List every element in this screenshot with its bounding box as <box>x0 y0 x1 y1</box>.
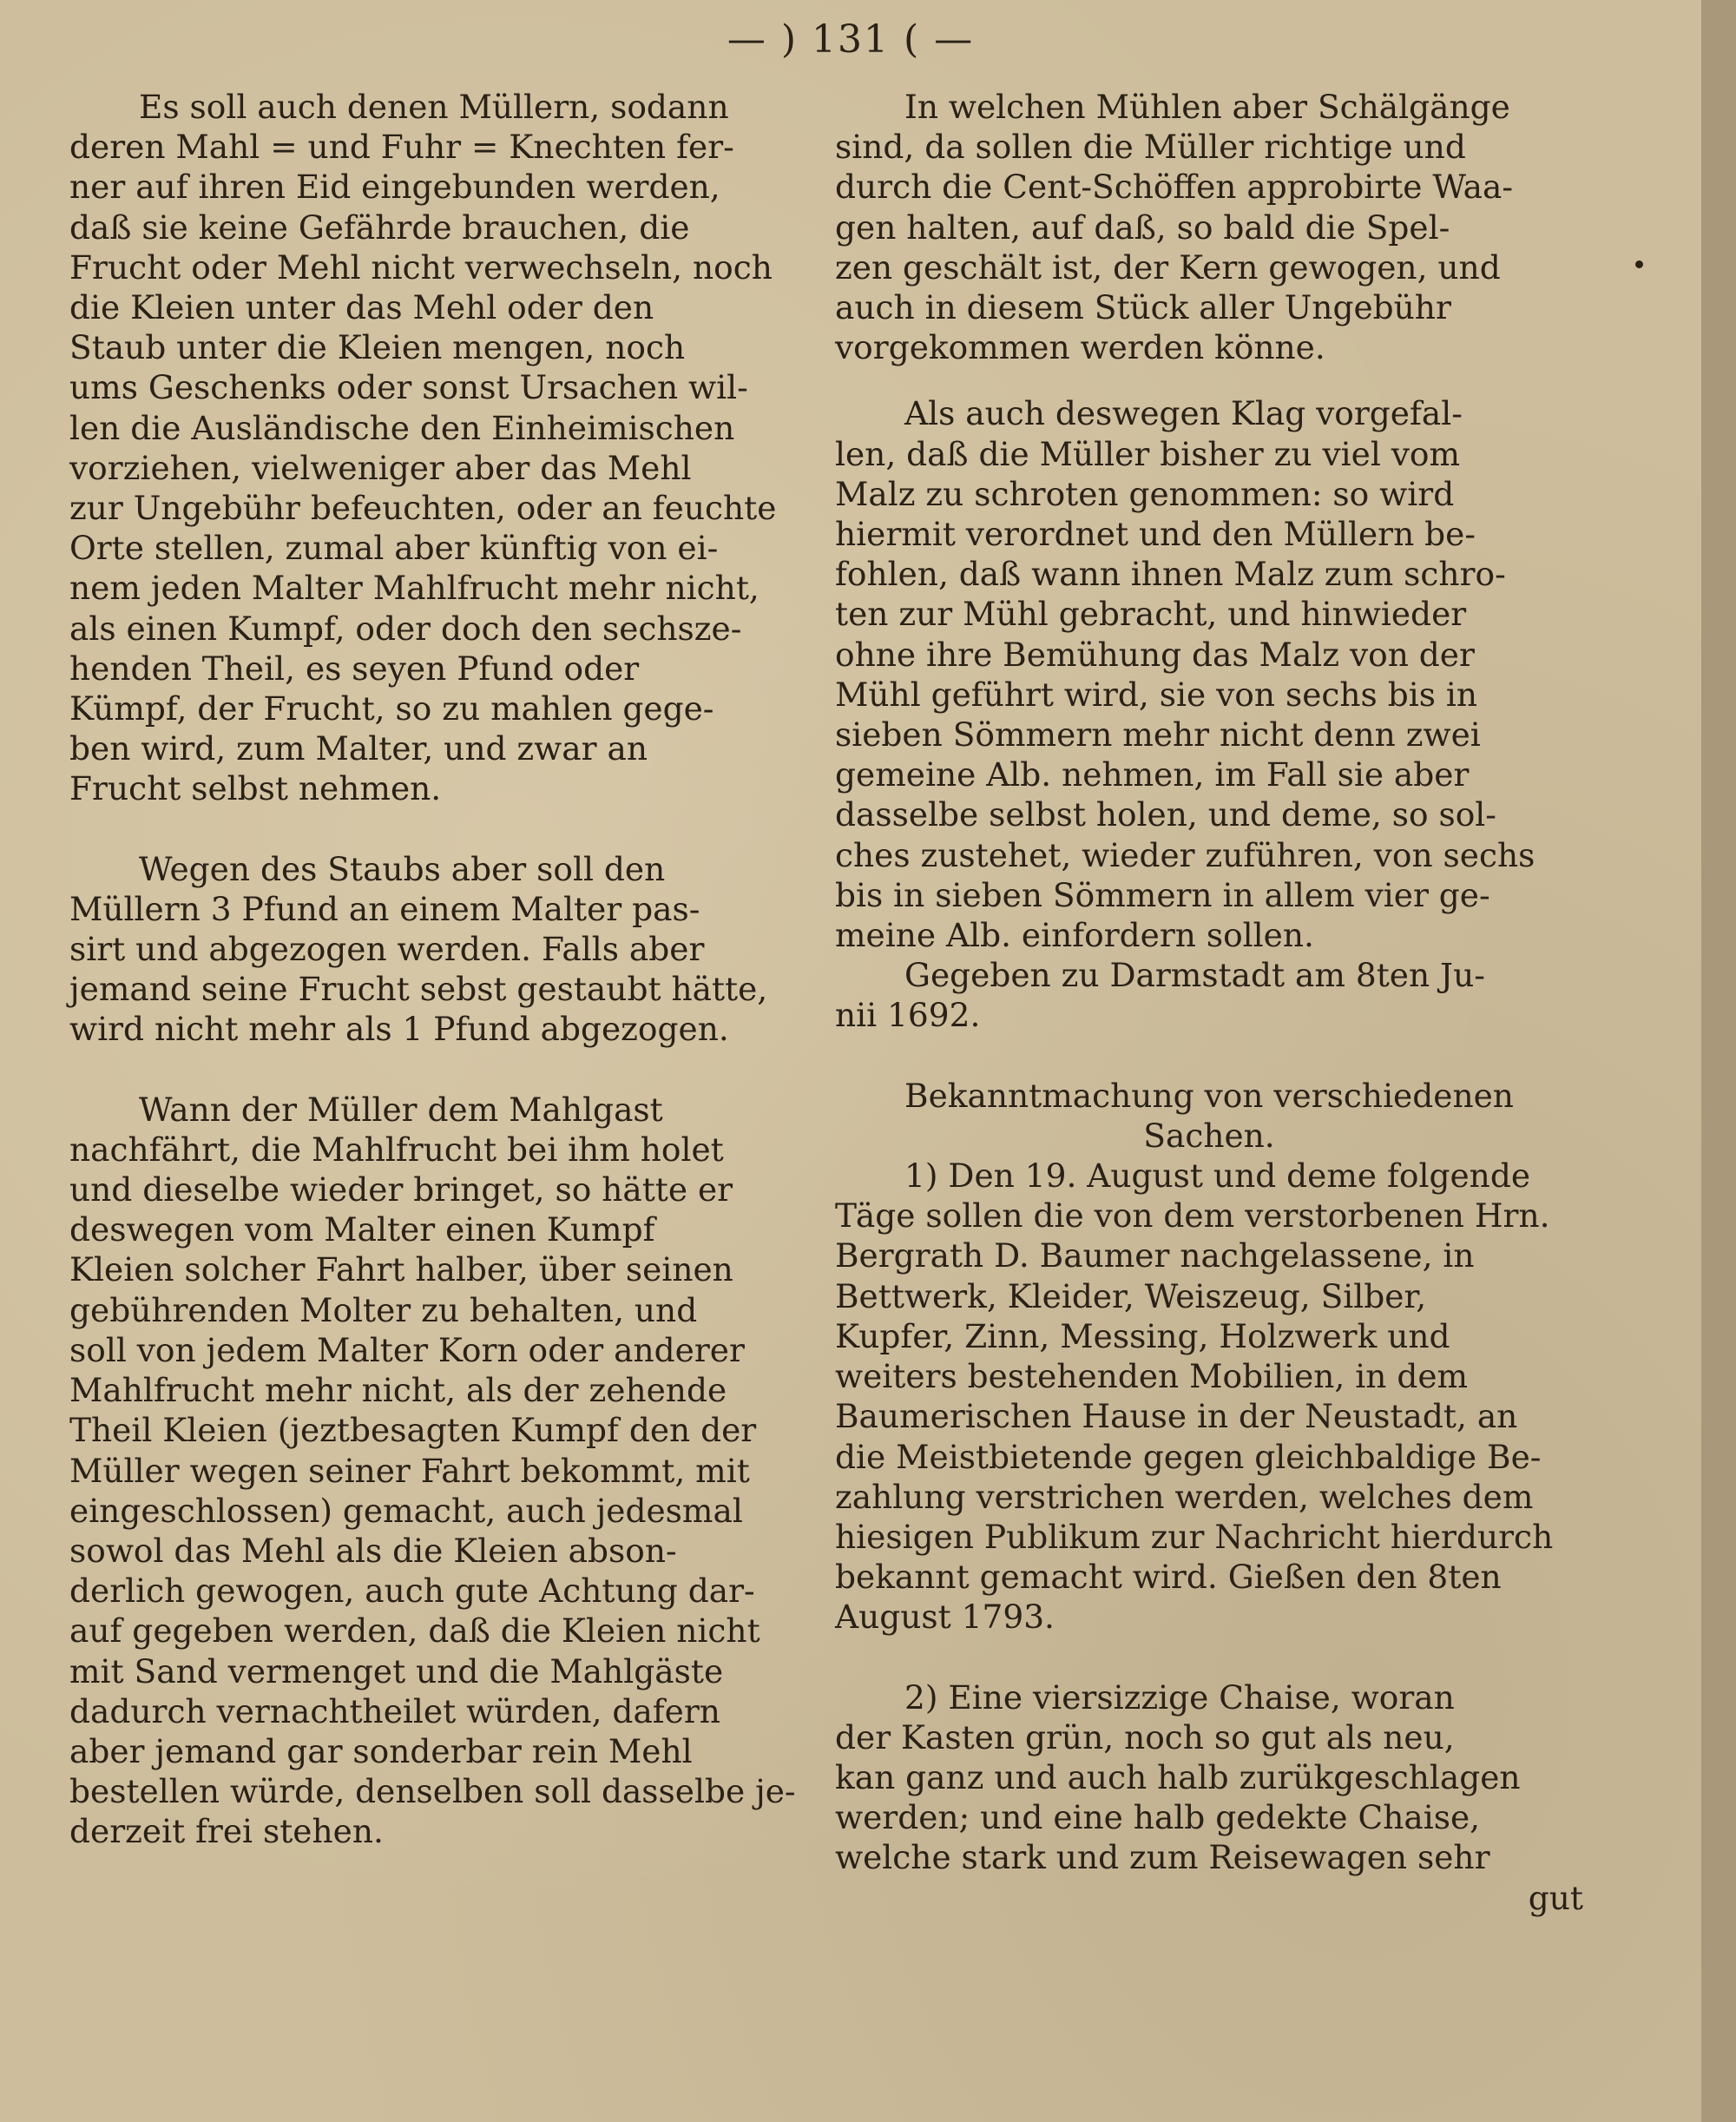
text-line: durch die Cent-Schöffen approbirte Waa- <box>835 168 1514 207</box>
text-line: fohlen, daß wann ihnen Malz zum schro- <box>835 555 1506 594</box>
text-line: dadurch vernachtheilet würden, dafern <box>69 1691 720 1730</box>
text-line: ohne ihre Bemühung das Malz von der <box>835 635 1475 674</box>
text-line: als einen Kumpf, oder doch den sechsze- <box>69 609 742 648</box>
text-line: Gegeben zu Darmstadt am 8ten Ju- <box>904 956 1485 995</box>
text-line: eingeschlossen) gemacht, auch jedesmal <box>69 1491 743 1530</box>
text-line: werden; und eine halb gedekte Chaise, <box>835 1798 1481 1837</box>
text-line: gebührenden Molter zu behalten, und <box>69 1290 698 1329</box>
text-line: Orte stellen, zumal aber künftig von ei- <box>69 529 719 568</box>
text-line: deswegen vom Malter einen Kumpf <box>69 1210 655 1249</box>
text-line: sowol das Mehl als die Kleien abson- <box>69 1531 677 1570</box>
text-line: Bettwerk, Kleider, Weiszeug, Silber, <box>835 1276 1427 1315</box>
page-edge <box>1701 0 1736 2122</box>
text-line: ner auf ihren Eid eingebunden werden, <box>69 168 720 207</box>
text-line: der Kasten grün, noch so gut als neu, <box>835 1717 1455 1756</box>
text-line: dasselbe selbst holen, und deme, so sol- <box>835 795 1496 834</box>
text-line: welche stark und zum Reisewagen sehr <box>835 1838 1490 1877</box>
text-line: vorgekommen werden könne. <box>835 328 1325 367</box>
paragraph-spacer <box>835 1036 1583 1076</box>
text-line: Mühl geführt wird, sie von sechs bis in <box>835 675 1478 714</box>
text-line: len, daß die Müller bisher zu viel vom <box>835 434 1461 473</box>
text-line: Staub unter die Kleien mengen, noch <box>69 328 686 367</box>
text-line: und dieselbe wieder bringet, so hätte er <box>69 1170 733 1209</box>
text-line: sieben Sömmern mehr nicht denn zwei <box>835 715 1481 755</box>
text-line: Malz zu schroten genommen: so wird <box>835 474 1455 513</box>
text-line: die Kleien unter das Mehl oder den <box>69 288 654 327</box>
paragraph-dust-allowance <box>69 849 809 1050</box>
text-line: Frucht selbst nehmen. <box>69 769 442 808</box>
text-line: daß sie keine Gefährde brauchen, die <box>69 208 690 247</box>
text-line: Kupfer, Zinn, Messing, Holzwerk und <box>835 1316 1450 1355</box>
ink-dot-mark <box>1635 260 1643 268</box>
text-line: Bergrath D. Baumer nachgelassene, in <box>835 1236 1475 1275</box>
text-line: Als auch deswegen Klag vorgefal- <box>904 394 1463 433</box>
text-line: Theil Kleien (jeztbesagten Kumpf den der <box>69 1411 757 1450</box>
paragraph-spacer <box>69 1050 809 1090</box>
left-column <box>69 87 809 1852</box>
paragraph-malt-grinding <box>835 393 1583 955</box>
paragraph-spacer <box>835 367 1583 393</box>
text-line: len die Ausländische den Einheimischen <box>69 408 735 447</box>
text-line: derzeit frei stehen. <box>69 1812 384 1851</box>
text-line: henden Theil, es seyen Pfund oder <box>69 649 640 688</box>
text-line: hiesigen Publikum zur Nachricht hierdurch <box>835 1517 1554 1556</box>
text-line: ten zur Mühl gebracht, und hinwieder <box>835 595 1467 634</box>
text-line: gemeine Alb. nehmen, im Fall sie aber <box>835 755 1470 794</box>
text-line: jemand seine Frucht sebst gestaubt hätte, <box>69 970 768 1009</box>
notice-item-2 <box>835 1677 1583 1918</box>
text-line: meine Alb. einfordern sollen. <box>835 916 1314 955</box>
text-line: auf gegeben werden, daß die Kleien nicht <box>69 1611 760 1651</box>
text-line: bis in sieben Sömmern in allem vier ge- <box>835 875 1490 914</box>
text-line: zahlung verstrichen werden, welches dem <box>835 1477 1534 1516</box>
text-line: ches zustehet, wieder zuführen, von sechs <box>835 835 1535 874</box>
text-line: ben wird, zum Malter, und zwar an <box>69 729 648 768</box>
text-line: nachfährt, die Mahlfrucht bei ihm holet <box>69 1130 724 1169</box>
text-line: In welchen Mühlen aber Schälgänge <box>904 88 1510 126</box>
paragraph-hulling-mills <box>835 87 1583 367</box>
text-line: bestellen würde, denselben soll dasselbe je- <box>69 1772 796 1811</box>
heading-line: Sachen. <box>1143 1116 1275 1155</box>
text-line: sirt und abgezogen werden. Falls aber <box>69 930 705 969</box>
text-line: Wegen des Staubs aber soll den <box>139 849 666 888</box>
text-line: hiermit verordnet und den Müllern be- <box>835 515 1476 554</box>
text-line: zen geschält ist, der Kern gewogen, und <box>835 247 1501 287</box>
text-line: Täge sollen die von dem verstorbenen Hrn. <box>835 1196 1550 1236</box>
text-line: nii 1692. <box>835 996 981 1035</box>
text-line: Kümpf, der Frucht, so zu mahlen gege- <box>69 689 714 728</box>
text-line: weiters bestehenden Mobilien, in dem <box>835 1357 1469 1396</box>
text-line: deren Mahl = und Fuhr = Knechten fer- <box>69 128 734 167</box>
text-line: 2) Eine viersizzige Chaise, woran <box>904 1677 1455 1717</box>
paragraph-given-at-darmstadt <box>835 955 1583 1035</box>
text-line: sind, da sollen die Müller richtige und <box>835 128 1466 167</box>
text-line: Frucht oder Mehl nicht verwechseln, noch <box>69 247 773 287</box>
paragraph-spacer <box>835 1638 1583 1677</box>
text-line: gen halten, auf daß, so bald die Spel- <box>835 208 1450 247</box>
text-line: Es soll auch denen Müllern, sodann <box>139 88 729 126</box>
section-heading <box>835 1076 1583 1156</box>
text-line: nem jeden Malter Mahlfrucht mehr nicht, <box>69 569 760 608</box>
text-line: Baumerischen Hause in der Neustadt, an <box>835 1397 1518 1436</box>
text-line: bekannt gemacht wird. Gießen den 8ten <box>835 1558 1502 1597</box>
text-line: wird nicht mehr als 1 Pfund abgezogen. <box>69 1010 729 1049</box>
text-line: kan ganz und auch halb zurükgeschlagen <box>835 1757 1521 1796</box>
text-line: mit Sand vermenget und die Mahlgäste <box>69 1651 724 1690</box>
paragraph-spacer <box>69 809 809 849</box>
text-line: soll von jedem Malter Korn oder anderer <box>69 1330 745 1369</box>
text-line: Mahlfrucht mehr nicht, als der zehende <box>69 1371 727 1410</box>
page-number: — ) 131 ( — <box>727 17 975 62</box>
text-line: vorziehen, vielweniger aber das Mehl <box>69 448 692 487</box>
text-line: zur Ungebühr befeuchten, oder an feuchte <box>69 489 777 528</box>
text-line: Müller wegen seiner Fahrt bekommt, mit <box>69 1451 750 1490</box>
text-line: 1) Den 19. August und deme folgende <box>904 1157 1531 1196</box>
text-line: auch in diesem Stück aller Ungebühr <box>835 288 1451 327</box>
notice-item-1 <box>835 1156 1583 1637</box>
text-line: die Meistbietende gegen gleichbaldige Be- <box>835 1437 1542 1476</box>
paragraph-millers-oath <box>69 87 809 809</box>
right-column <box>835 87 1583 1918</box>
text-line: August 1793. <box>835 1598 1055 1637</box>
text-line: Müllern 3 Pfund an einem Malter pas- <box>69 889 700 928</box>
text-line: Kleien solcher Fahrt halber, über seinen <box>69 1250 733 1289</box>
text-line: aber jemand gar sonderbar rein Mehl <box>69 1731 693 1770</box>
heading-line: Bekanntmachung von verschiedenen <box>904 1076 1514 1115</box>
text-line: Wann der Müller dem Mahlgast <box>139 1090 663 1129</box>
text-line: derlich gewogen, auch gute Achtung dar- <box>69 1572 755 1611</box>
text-line: ums Geschenks oder sonst Ursachen wil- <box>69 368 748 407</box>
catchword: gut <box>1528 1878 1583 1917</box>
paragraph-collection-fee <box>69 1090 809 1852</box>
